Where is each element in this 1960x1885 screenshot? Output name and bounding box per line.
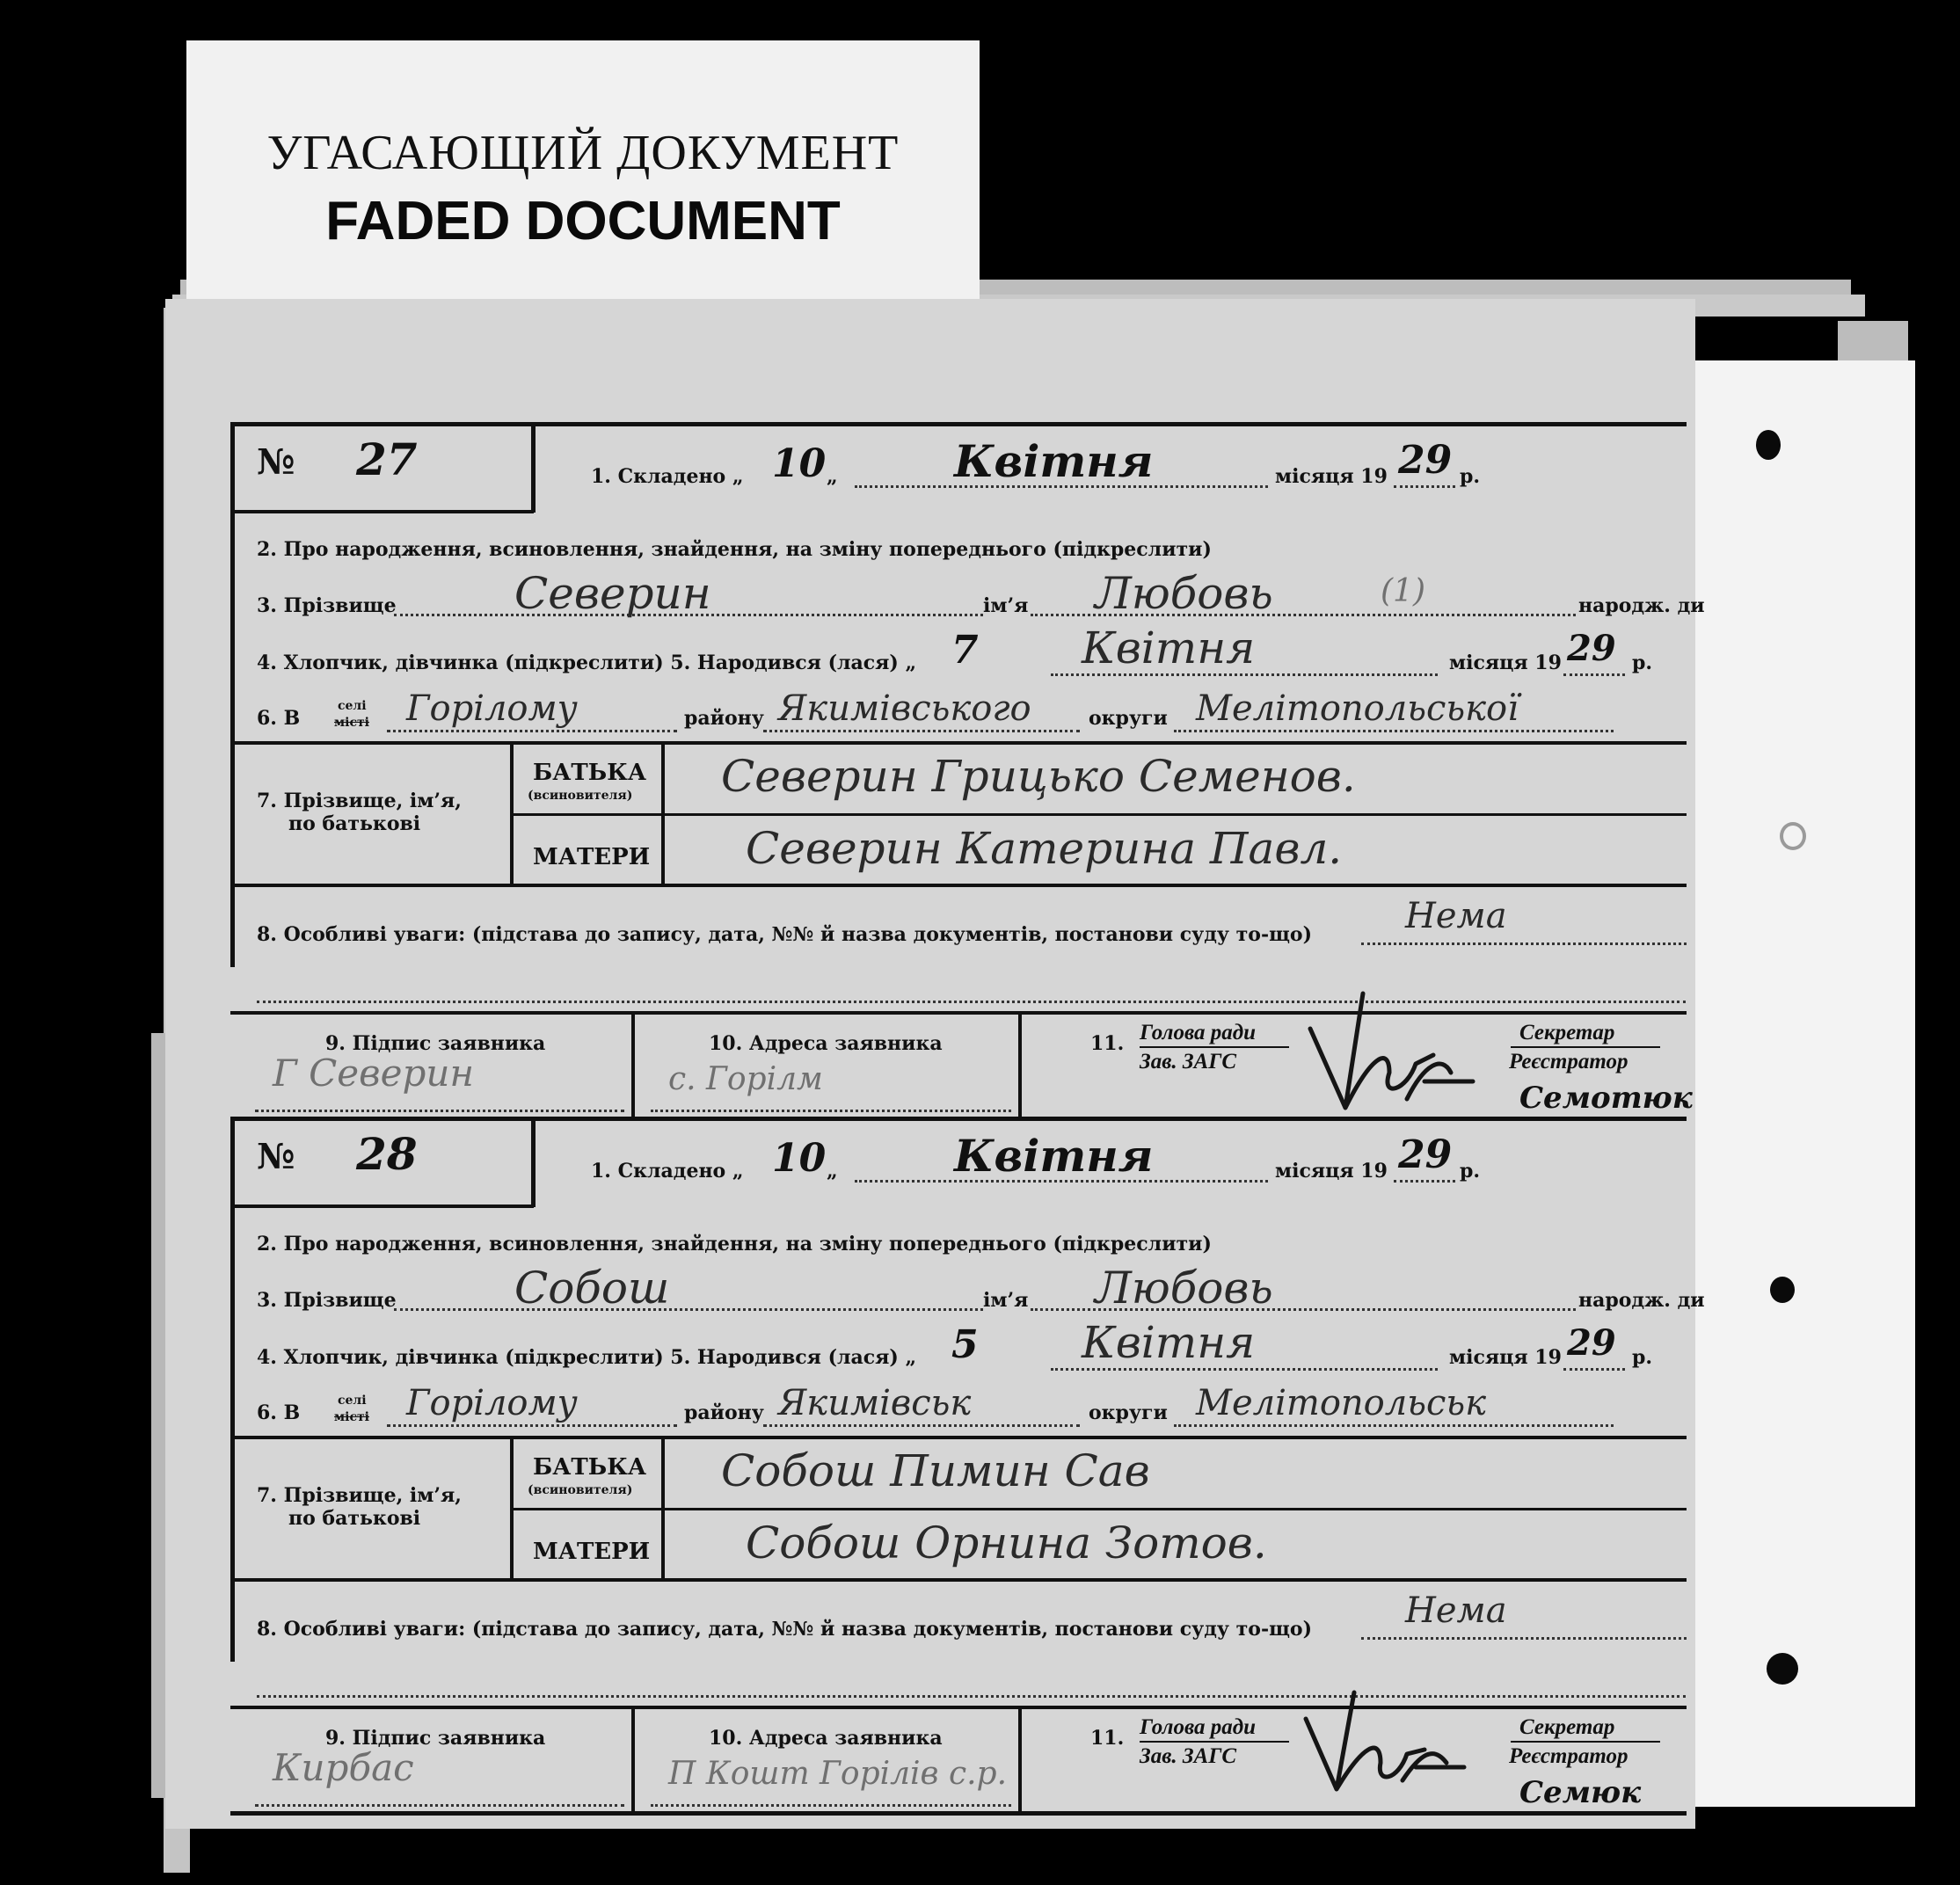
father-sub-label: (всиновителя) xyxy=(528,1483,633,1497)
given-name: Любовь xyxy=(1095,568,1273,619)
dotted-line xyxy=(1174,1424,1614,1427)
mother-name: Северин Катерина Павл. xyxy=(746,823,1343,874)
birth-month-year-label: місяця 19 xyxy=(1449,651,1562,674)
field-2-label: 2. Про народження, всиновлення, знайдення, на зміну попереднього (підкреслити) xyxy=(257,1233,1212,1255)
field-7-label-b: по батькові xyxy=(288,812,421,835)
field-6-label: 6. В xyxy=(257,1401,301,1424)
compiled-day: 10 xyxy=(772,441,827,486)
field-11-label: 11. xyxy=(1090,1727,1125,1750)
registrar-head-label: Зав. ЗАГС xyxy=(1140,1744,1237,1768)
compiled-year: 29 xyxy=(1398,1132,1453,1177)
field-4-label: 4. Хлопчик, дівчинка (підкреслити) 5. Народився (лася) „ xyxy=(257,1346,917,1369)
form-rule xyxy=(230,1117,1687,1121)
field-6-label: 6. В xyxy=(257,707,301,730)
birth-month-year-label: місяця 19 xyxy=(1449,1346,1562,1369)
head-label: Голова ради xyxy=(1140,1021,1257,1044)
dotted-line xyxy=(1361,1637,1687,1640)
registrar-label: Реєстратор xyxy=(1509,1744,1628,1768)
compiled-year: 29 xyxy=(1398,438,1453,483)
field-9-label: 9. Підпис заявника xyxy=(325,1727,546,1750)
mother-label: МАТЕРИ xyxy=(533,844,651,870)
dotted-line xyxy=(763,1424,1080,1427)
mother-name: Собош Орнина Зотов. xyxy=(746,1517,1267,1568)
name-label: ім’я xyxy=(983,1289,1029,1312)
dotted-line xyxy=(1051,1368,1438,1371)
field-3-label: 3. Прізвище xyxy=(257,594,397,617)
notes: Нема xyxy=(1405,1590,1507,1631)
applicant-address: с. Горілм xyxy=(668,1061,823,1097)
field-7-label: 7. Прізвище, ім’я, xyxy=(257,790,462,812)
form-rule xyxy=(531,1117,536,1207)
month-year-label: місяця 19 xyxy=(1275,1160,1388,1183)
field-9-label: 9. Підпис заявника xyxy=(325,1032,546,1055)
registrar-head-label: Зав. ЗАГС xyxy=(1140,1050,1237,1074)
name-label: ім’я xyxy=(983,594,1029,617)
secretary-label: Секретар xyxy=(1519,1715,1615,1739)
given-name: Любовь xyxy=(1095,1263,1273,1314)
secretary-signature: Семотюк xyxy=(1519,1081,1693,1116)
county: Мелітопольськ xyxy=(1196,1383,1487,1423)
field-1-label: 1. Складено „ xyxy=(591,465,744,488)
father-sub-label: (всиновителя) xyxy=(528,789,633,803)
birth-year: 29 xyxy=(1567,628,1616,669)
village-bottom: місті xyxy=(334,1410,369,1424)
record-number-sign: № xyxy=(257,1136,295,1177)
form-rule xyxy=(1140,1741,1289,1743)
label-ru: УГАСАЮЩИЙ ДОКУМЕНТ xyxy=(266,126,900,180)
chairman-signature xyxy=(1293,1684,1468,1807)
surname: Северин xyxy=(514,568,711,619)
dotted-line xyxy=(1394,1180,1455,1183)
field-8-label: 8. Особливі уваги: (підстава до запису, дата, №№ й назва документів, постанови суду то-що) xyxy=(257,1618,1312,1641)
month-year-label: місяця 19 xyxy=(1275,465,1388,488)
field-10-label: 10. Адреса заявника xyxy=(709,1032,943,1055)
field-1-label: 1. Складено „ xyxy=(591,1160,744,1183)
dotted-line xyxy=(257,1695,1686,1698)
form-rule xyxy=(230,1811,1687,1816)
father-name: Северин Грицько Семенов. xyxy=(721,751,1356,802)
secretary-signature: Семюк xyxy=(1519,1775,1642,1810)
form-rule xyxy=(631,1706,635,1811)
born-label: народж. ди xyxy=(1578,1289,1705,1312)
secretary-label: Секретар xyxy=(1519,1021,1615,1044)
field-2-label: 2. Про народження, всиновлення, знайдення, на зміну попереднього (підкреслити) xyxy=(257,538,1212,561)
year-suffix: р. xyxy=(1460,1160,1481,1183)
year-suffix: р. xyxy=(1460,465,1481,488)
village-bottom: місті xyxy=(334,716,369,730)
birth-year-suffix: р. xyxy=(1632,651,1653,674)
surname: Собош xyxy=(514,1263,670,1314)
birth-day: 7 xyxy=(951,628,979,673)
county: Мелітопольської xyxy=(1196,688,1519,729)
district: Якимівськ xyxy=(778,1383,972,1423)
form-rule xyxy=(230,1578,1687,1582)
label-en: FADED DOCUMENT xyxy=(325,191,841,251)
county-label: округи xyxy=(1089,707,1168,730)
notes: Нема xyxy=(1405,896,1507,936)
field-4-label: 4. Хлопчик, дівчинка (підкреслити) 5. Народився (лася) „ xyxy=(257,651,917,674)
father-name: Собош Пимин Сав xyxy=(721,1445,1150,1496)
mother-label: МАТЕРИ xyxy=(533,1539,651,1565)
compiled-day: 10 xyxy=(772,1136,827,1181)
applicant-signature: Кирбас xyxy=(273,1746,414,1789)
form-rule xyxy=(1018,1706,1022,1811)
form-rule xyxy=(230,1436,1687,1439)
village-top: селі xyxy=(338,699,367,713)
village: Горілому xyxy=(406,688,578,729)
district: Якимівського xyxy=(778,688,1031,729)
field-8-label: 8. Особливі уваги: (підстава до запису, дата, №№ й назва документів, постанови суду то-що) xyxy=(257,923,1312,946)
county-label: округи xyxy=(1089,1401,1168,1424)
quote-mark: „ xyxy=(827,1160,838,1183)
field-10-label: 10. Адреса заявника xyxy=(709,1727,943,1750)
district-label: району xyxy=(684,1401,764,1424)
father-label: БАТЬКА xyxy=(533,760,647,786)
head-label: Голова ради xyxy=(1140,1715,1257,1739)
registrar-label: Реєстратор xyxy=(1509,1050,1628,1074)
record-number: 28 xyxy=(356,1128,418,1180)
village: Горілому xyxy=(406,1383,578,1423)
born-label: народж. ди xyxy=(1578,594,1705,617)
field-7-label-b: по батькові xyxy=(288,1507,421,1530)
village-top: селі xyxy=(338,1394,367,1408)
applicant-address: П Кошт Горілів с.р. xyxy=(668,1756,1008,1792)
record-number-sign: № xyxy=(257,441,295,483)
form-rule xyxy=(1511,1741,1660,1743)
field-11-label: 11. xyxy=(1090,1032,1125,1055)
field-7-label: 7. Прізвище, ім’я, xyxy=(257,1484,462,1507)
record-number: 27 xyxy=(356,433,418,485)
birth-day: 5 xyxy=(951,1322,979,1367)
dotted-line xyxy=(651,1804,1011,1807)
dotted-line xyxy=(255,1804,624,1807)
quote-mark: „ xyxy=(827,465,838,488)
dotted-line xyxy=(394,1308,983,1311)
district-label: району xyxy=(684,707,764,730)
dotted-line xyxy=(1563,1368,1625,1371)
birth-month: Квітня xyxy=(1082,1317,1256,1368)
form-rule xyxy=(230,1205,534,1208)
field-3-label: 3. Прізвище xyxy=(257,1289,397,1312)
father-label: БАТЬКА xyxy=(533,1454,647,1481)
dotted-line xyxy=(387,1424,677,1427)
birth-year: 29 xyxy=(1567,1322,1616,1364)
applicant-signature: Г Северин xyxy=(273,1052,475,1095)
form-rule xyxy=(510,1508,1687,1510)
birth-month: Квітня xyxy=(1082,622,1256,673)
compiled-month: Квітня xyxy=(954,435,1154,487)
compiled-month: Квітня xyxy=(954,1130,1154,1182)
birth-year-suffix: р. xyxy=(1632,1346,1653,1369)
name-extra: (1) xyxy=(1381,573,1425,609)
